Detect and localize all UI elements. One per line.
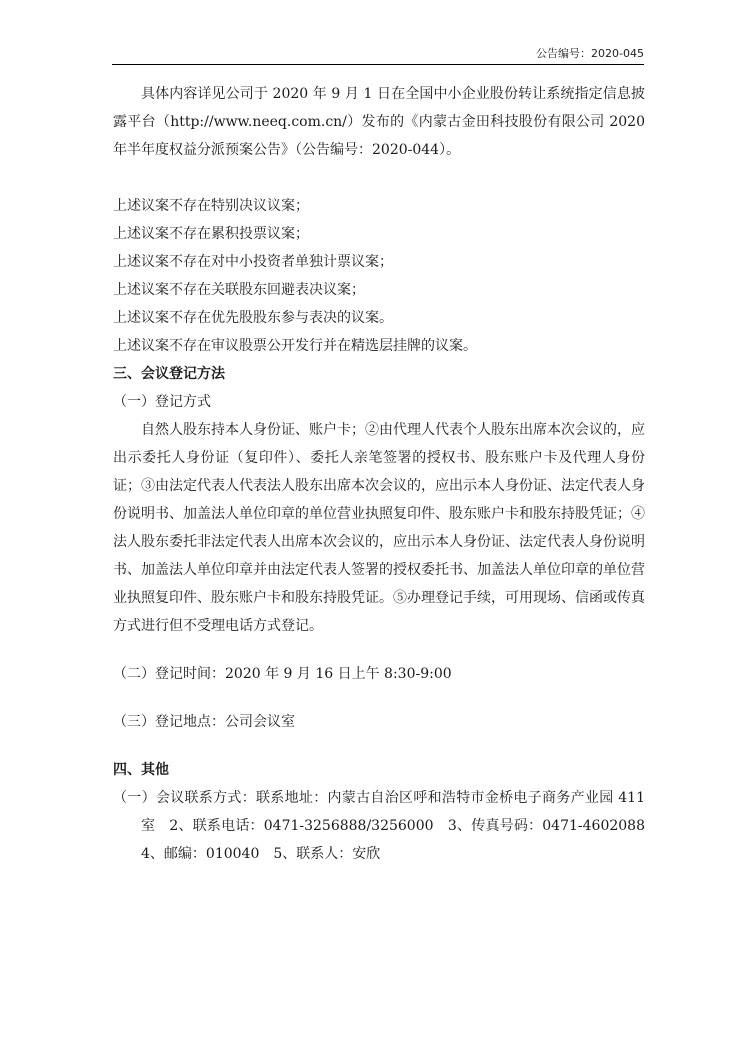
registration-method-body: 自然人股东持本人身份证、账户卡；②由代理人代表个人股东出席本次会议的，应出示委托人身份证（复印件）、委托人亲笔签署的授权书、股东账户卡及代理人身份证；③由法定代表人代表法人股东出席本次会议的，应出示本人身份证、法定代表人身份说明书、加盖法人单位印章的单位营业执照复印件、股东账户卡和股东持股凭证；④法人股东委托非法定代表人出席本次会议的，应出示本人身份证、法定代表人身份说明书、加盖法人单位印章并由法定代表人签署的授权委托书、加盖法人单位印章的单位营业执照复印件、股东账户卡和股东持股凭证。⑤办理登记手续，可用现场、信函或传真方式进行但不受理电话方式登记。: [113, 422, 645, 634]
statement-line: 上述议案不存在关联股东回避表决议案；: [113, 282, 365, 298]
statement-line: 上述议案不存在对中小投资者单独计票议案；: [113, 254, 393, 270]
announcement-number: 公告编号：2020-045: [536, 47, 644, 60]
section-3-heading: 三、会议登记方法: [113, 366, 225, 382]
subsection-registration-method: （一）登记方式: [113, 394, 211, 410]
intro-paragraph: 具体内容详见公司于 2020 年 9 月 1 日在全国中小企业股份转让系统指定信息披露平台（http://www.neeq.com.cn/）发布的《内蒙古金田科技股份有限公司 2020 年半年度权益分派预案公告》（公告编号：2020-044）。: [113, 86, 645, 158]
statement-line: 上述议案不存在优先股股东参与表决的议案。: [113, 310, 393, 326]
registration-location: （三）登记地点：公司会议室: [113, 714, 295, 730]
statement-line: 上述议案不存在特别决议议案；: [113, 198, 309, 214]
document-body: [113, 80, 659, 868]
section-4-heading: 四、其他: [113, 762, 169, 778]
contact-info: （一）会议联系方式：联系地址：内蒙古自治区呼和浩特市金桥电子商务产业园 411 室 2、联系电话：0471-3256888/3256000 3、传真号码：0471-4602088 4、邮编：010040 5、联系人：安欣: [113, 790, 659, 862]
statement-line: 上述议案不存在审议股票公开发行并在精选层挂牌的议案。: [113, 338, 477, 354]
registration-time: （二）登记时间：2020 年 9 月 16 日上午 8:30-9:00: [113, 666, 452, 682]
statement-line: 上述议案不存在累积投票议案；: [113, 226, 309, 242]
header-divider: [112, 64, 644, 65]
